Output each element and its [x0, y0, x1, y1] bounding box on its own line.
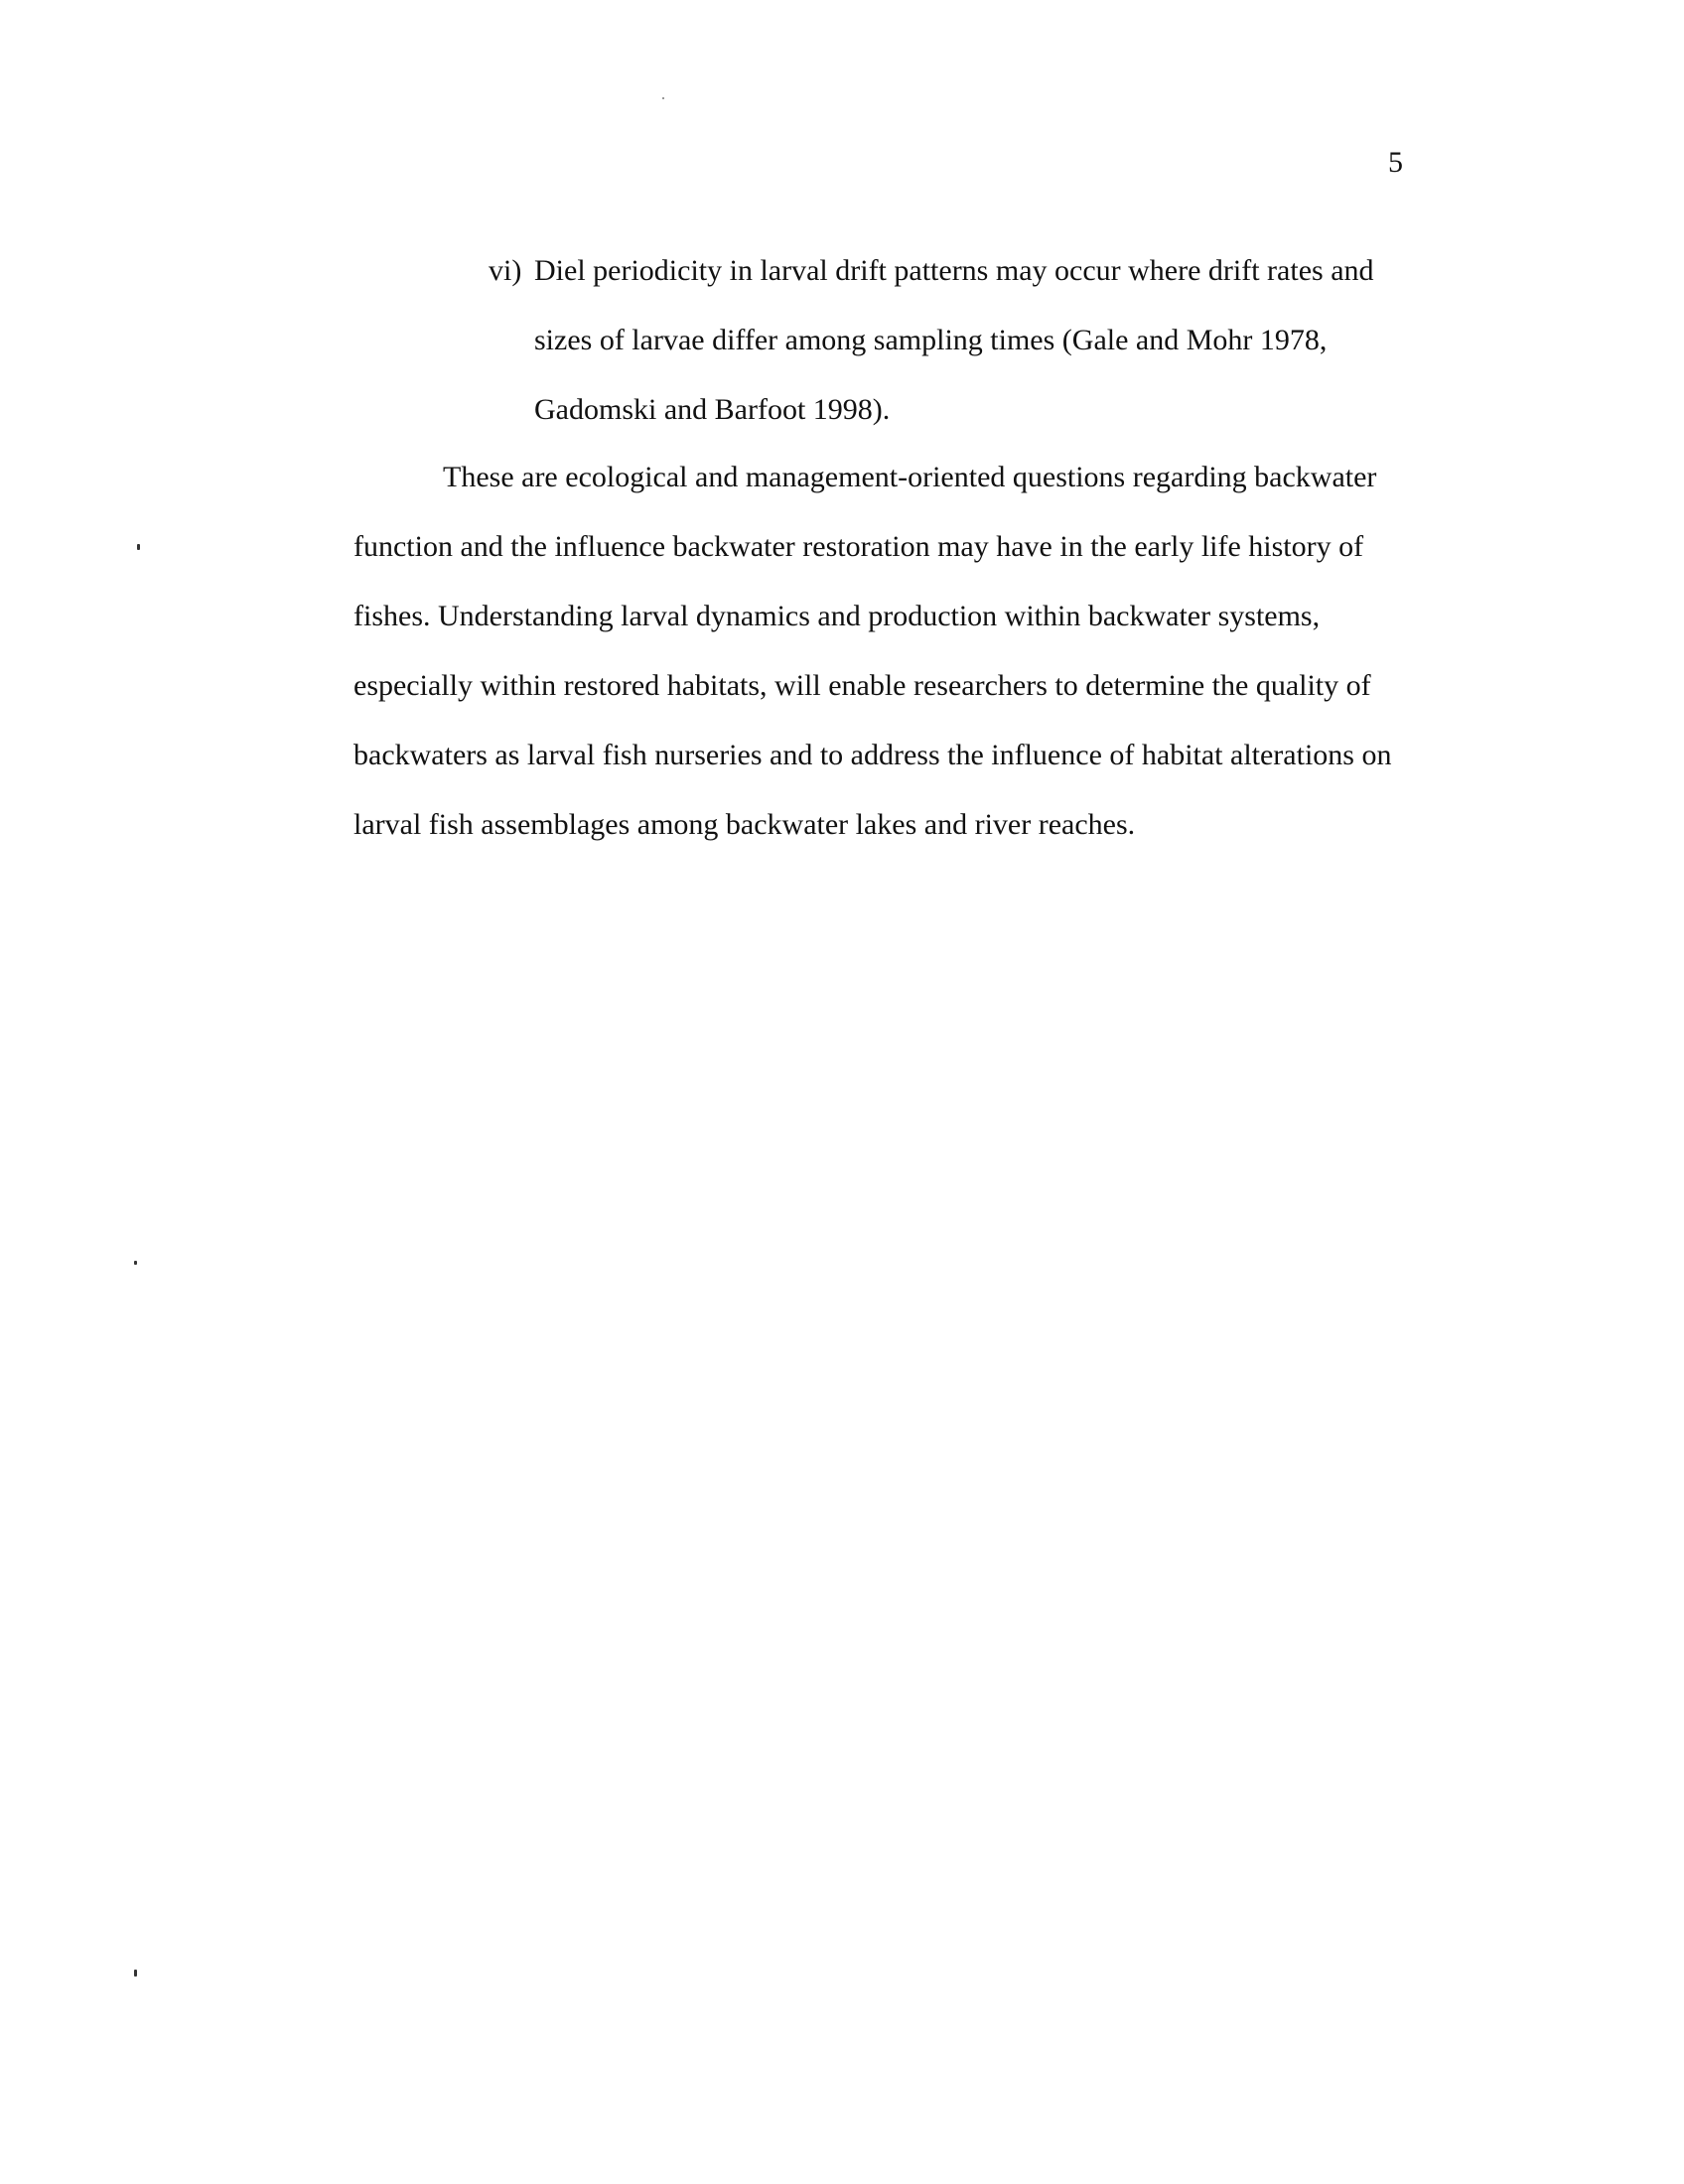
text-line: backwaters as larval fish nurseries and to address the influence of habitat alterations on — [353, 739, 1392, 771]
list-item-text — [534, 236, 1408, 445]
text-line: fishes. Understanding larval dynamics and production within backwater systems, — [353, 600, 1321, 632]
body-paragraph — [353, 443, 1426, 860]
scan-speck — [137, 544, 140, 550]
text-line: These are ecological and management-oriented questions regarding backwater — [443, 461, 1377, 493]
text-line: Diel periodicity in larval drift patterns may occur where drift rates and — [534, 254, 1374, 287]
text-line: Gadomski and Barfoot 1998). — [534, 393, 891, 426]
text-line: larval fish assemblages among backwater lakes and river reaches. — [353, 808, 1136, 841]
page-number: 5 — [1388, 146, 1403, 179]
text-line: especially within restored habitats, will enable researchers to determine the quality of — [353, 669, 1371, 702]
scan-speck — [134, 1261, 137, 1265]
scan-speck — [134, 1970, 137, 1977]
text-line: sizes of larvae differ among sampling times (Gale and Mohr 1978, — [534, 324, 1328, 356]
text-line: function and the influence backwater restoration may have in the early life history of — [353, 530, 1364, 563]
scan-speck — [662, 97, 664, 99]
list-marker: vi) — [489, 254, 522, 287]
